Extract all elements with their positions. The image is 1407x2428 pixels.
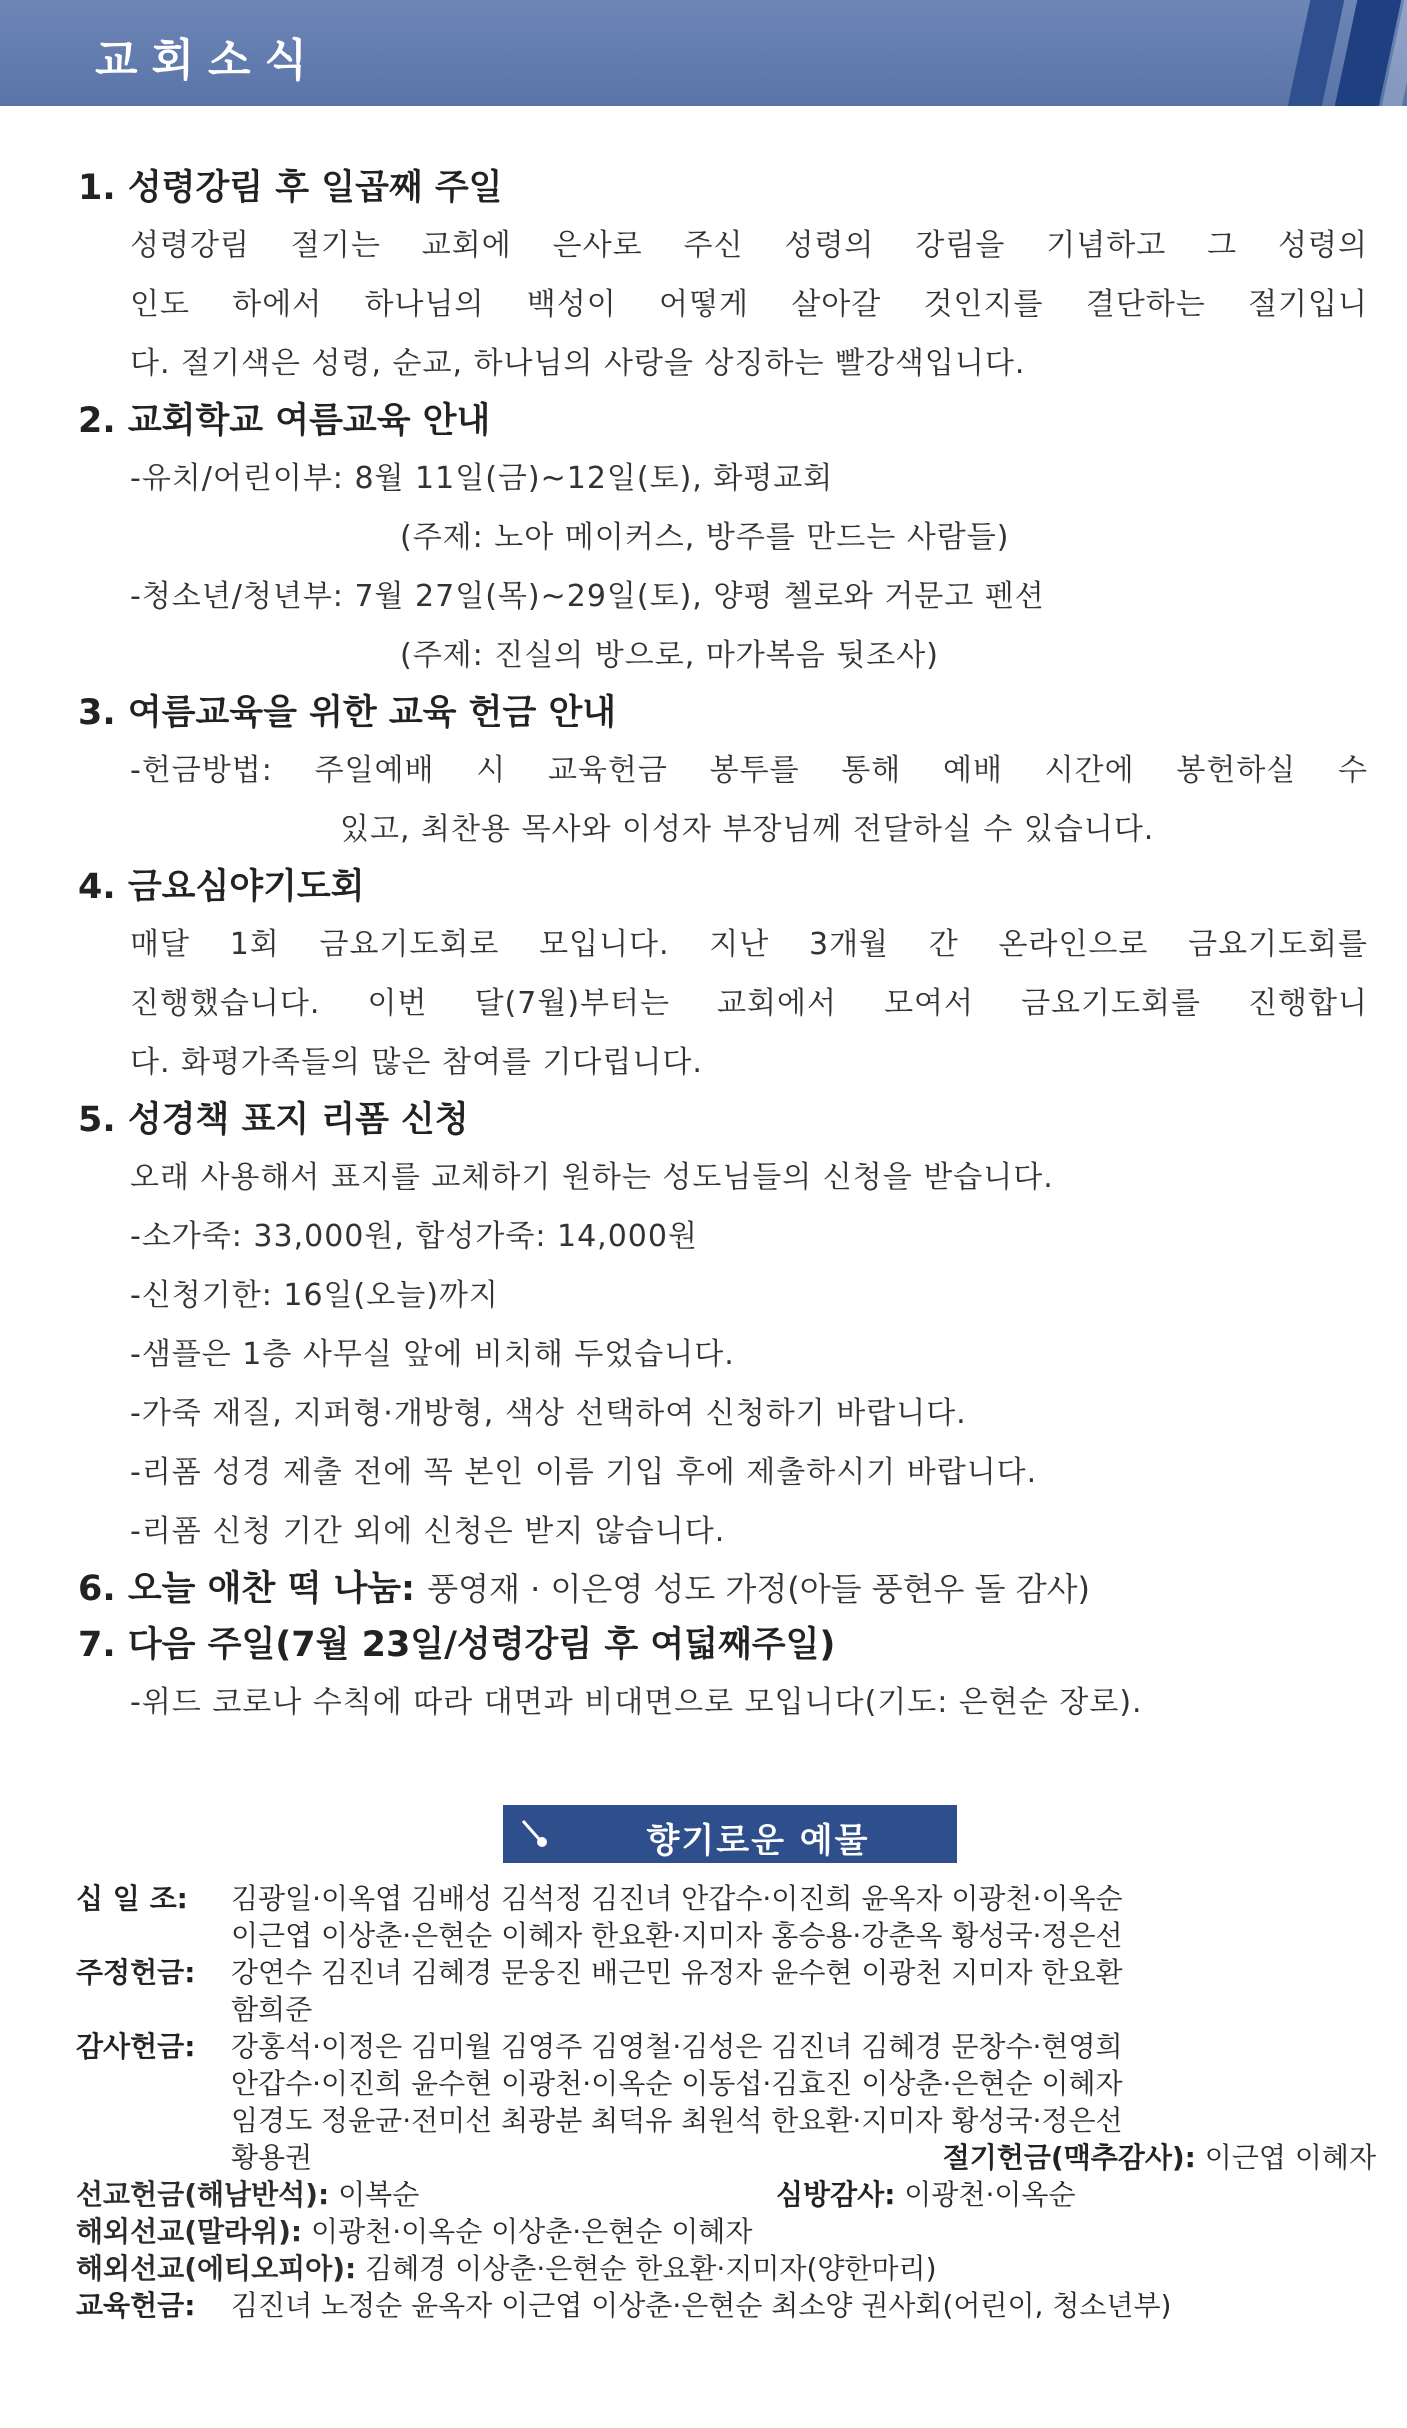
news-item-bible-reform bbox=[78, 1092, 1368, 1561]
news-item-text: 다. 절기색은 성령, 순교, 하나님의 사랑을 상징하는 빨강색입니다. bbox=[130, 346, 1026, 381]
news-item-text: -소가죽: 33,000원, 합성가죽: 14,000원 bbox=[130, 1219, 698, 1254]
offering-row-ethiopia bbox=[76, 2250, 1376, 2287]
offering-row-thanks-cont bbox=[76, 2065, 1376, 2102]
news-item-text: -위드 코로나 수칙에 따라 대면과 비대면으로 모입니다(기도: 은현순 장로). bbox=[130, 1685, 1143, 1720]
news-item-title-label: 6. 오늘 애찬 떡 나눔: bbox=[78, 1569, 416, 1609]
news-list bbox=[78, 160, 1368, 1732]
news-item-title: 3. 여름교육을 위한 교육 헌금 안내 bbox=[78, 693, 617, 733]
news-item-pentecost bbox=[78, 160, 1368, 393]
news-item-text: -청소년/청년부: 7월 27일(목)~29일(토), 양평 첼로와 거문고 펜션 bbox=[130, 579, 1045, 614]
offerings-title: 향기로운 예물 bbox=[646, 1821, 870, 1861]
offerings-heading bbox=[503, 1805, 957, 1863]
news-item-text: (주제: 진실의 방으로, 마가복음 뒷조사) bbox=[400, 638, 939, 673]
offering-label: 해외선교(말라위): bbox=[76, 2215, 303, 2248]
news-item-next-sunday bbox=[78, 1617, 1368, 1732]
offering-names: 이광천·이옥순 bbox=[904, 2178, 1076, 2211]
news-item-text: -헌금방법: 주일예배 시 교육헌금 봉투를 통해 예배 시간에 봉헌하실 수 bbox=[130, 753, 1368, 788]
offering-row-malawi bbox=[76, 2213, 1376, 2250]
news-item-text: -유치/어린이부: 8월 11일(금)~12일(토), 화평교회 bbox=[130, 461, 834, 496]
offering-label: 선교헌금(해남반석): bbox=[76, 2178, 330, 2211]
news-item-text: 인도 하에서 하나님의 백성이 어떻게 살아갈 것인지를 결단하는 절기입니 bbox=[130, 287, 1368, 322]
offering-season bbox=[943, 2139, 1376, 2176]
news-item-text: -신청기한: 16일(오늘)까지 bbox=[130, 1278, 499, 1313]
news-item-text: 진행했습니다. 이번 달(7월)부터는 교회에서 모여서 금요기도회를 진행합니 bbox=[130, 986, 1368, 1021]
offering-row-thanks bbox=[76, 2028, 1376, 2065]
news-item-text: -리폼 신청 기간 외에 신청은 받지 않습니다. bbox=[130, 1514, 726, 1549]
offering-names: 김광일·이옥엽 김배성 김석정 김진녀 안갑수·이진희 윤옥자 이광천·이옥순 bbox=[231, 1882, 1123, 1915]
offering-names: 이광천·이옥순 이상춘·은현순 이혜자 bbox=[311, 2215, 753, 2248]
offering-names: 임경도 정윤균·전미선 최광분 최덕유 최원석 한요환·지미자 황성국·정은선 bbox=[231, 2104, 1123, 2137]
offering-label: 감사헌금: bbox=[76, 2030, 196, 2063]
offering-names: 이복순 bbox=[338, 2178, 420, 2211]
offering-mission bbox=[76, 2176, 419, 2213]
news-item-summer-education bbox=[78, 393, 1368, 685]
offering-names: 김혜경 이상춘·은현순 한요환·지미자(양한마리) bbox=[365, 2252, 937, 2285]
pen-nib-icon bbox=[517, 1813, 557, 1853]
offering-visit bbox=[776, 2176, 1076, 2213]
offering-names: 김진녀 노정순 윤옥자 이근엽 이상춘·은현순 최소양 권사회(어린이, 청소년부) bbox=[231, 2289, 1172, 2322]
news-item-title: 7. 다음 주일(7월 23일/성령강림 후 여덟째주일) bbox=[78, 1625, 836, 1665]
offering-label: 교육헌금: bbox=[76, 2289, 196, 2322]
page-title: 교회소식 bbox=[95, 35, 322, 86]
news-item-text: 매달 1회 금요기도회로 모입니다. 지난 3개월 간 온라인으로 금요기도회를 bbox=[130, 927, 1368, 962]
offering-row-tithe bbox=[76, 1880, 1376, 1917]
offering-row-thanks-season bbox=[76, 2139, 1376, 2176]
offering-names: 안갑수·이진희 윤수현 이광천·이옥순 이동섭·김효진 이상춘·은현순 이혜자 bbox=[231, 2067, 1123, 2100]
news-item-text: -가죽 재질, 지퍼형·개방형, 색상 선택하여 신청하기 바랍니다. bbox=[130, 1396, 967, 1431]
offering-ethiopia bbox=[76, 2250, 937, 2287]
offering-label: 심방감사: bbox=[776, 2178, 896, 2211]
news-item-text: 있고, 최찬용 목사와 이성자 부장님께 전달하실 수 있습니다. bbox=[340, 812, 1155, 847]
news-item-title: 2. 교회학교 여름교육 안내 bbox=[78, 401, 491, 441]
offering-names: 이근엽 이혜자 bbox=[1204, 2141, 1376, 2174]
offering-names: 강연수 김진녀 김혜경 문웅진 배근민 유정자 윤수현 이광천 지미자 한요환 bbox=[231, 1956, 1123, 1989]
offering-row-weekly bbox=[76, 1954, 1376, 1991]
news-item-friday-prayer bbox=[78, 859, 1368, 1092]
news-item-title-detail: 풍영재 · 이은영 성도 가정(아들 풍현우 돌 감사) bbox=[427, 1570, 1091, 1608]
news-item-title bbox=[78, 1561, 1368, 1617]
news-item-education-offering bbox=[78, 685, 1368, 859]
offering-malawi bbox=[76, 2213, 752, 2250]
news-item-title: 5. 성경책 표지 리폼 신청 bbox=[78, 1100, 469, 1140]
news-item-text: -샘플은 1층 사무실 앞에 비치해 두었습니다. bbox=[130, 1337, 735, 1372]
news-item-text: 성령강림 절기는 교회에 은사로 주신 성령의 강림을 기념하고 그 성령의 bbox=[130, 228, 1368, 263]
news-item-text: 오래 사용해서 표지를 교체하기 원하는 성도님들의 신청을 받습니다. bbox=[130, 1160, 1054, 1195]
offering-names: 이근엽 이상춘·은현순 이혜자 한요환·지미자 홍승용·강춘옥 황성국·정은선 bbox=[231, 1919, 1123, 1952]
news-item-text: -리폼 성경 제출 전에 꼭 본인 이름 기입 후에 제출하시기 바랍니다. bbox=[130, 1455, 1038, 1490]
news-item-title: 1. 성령강림 후 일곱째 주일 bbox=[78, 168, 503, 208]
news-item-text: (주제: 노아 메이커스, 방주를 만드는 사람들) bbox=[400, 520, 1010, 555]
news-item-title: 4. 금요심야기도회 bbox=[78, 867, 365, 907]
offering-label: 주정헌금: bbox=[76, 1956, 196, 1989]
offering-row-mission-visit bbox=[76, 2176, 1376, 2213]
offering-label: 십 일 조: bbox=[76, 1882, 188, 1915]
offering-row-education bbox=[76, 2287, 1376, 2324]
offering-names: 함희준 bbox=[231, 1993, 313, 2026]
news-item-text: 다. 화평가족들의 많은 참여를 기다립니다. bbox=[130, 1045, 703, 1080]
offering-row-tithe-cont bbox=[76, 1917, 1376, 1954]
offering-label: 해외선교(에티오피아): bbox=[76, 2252, 357, 2285]
offering-names: 강홍석·이정은 김미월 김영주 김영철·김성은 김진녀 김혜경 문창수·현영희 bbox=[231, 2030, 1123, 2063]
offering-row-weekly-cont bbox=[76, 1991, 1376, 2028]
offering-names: 황용권 bbox=[231, 2141, 313, 2174]
offerings-list bbox=[76, 1880, 1376, 2324]
header-banner bbox=[0, 0, 1407, 106]
news-item-rice-cake bbox=[78, 1561, 1368, 1617]
offering-row-thanks-cont bbox=[76, 2102, 1376, 2139]
offering-label: 절기헌금(맥추감사): bbox=[942, 2141, 1196, 2174]
